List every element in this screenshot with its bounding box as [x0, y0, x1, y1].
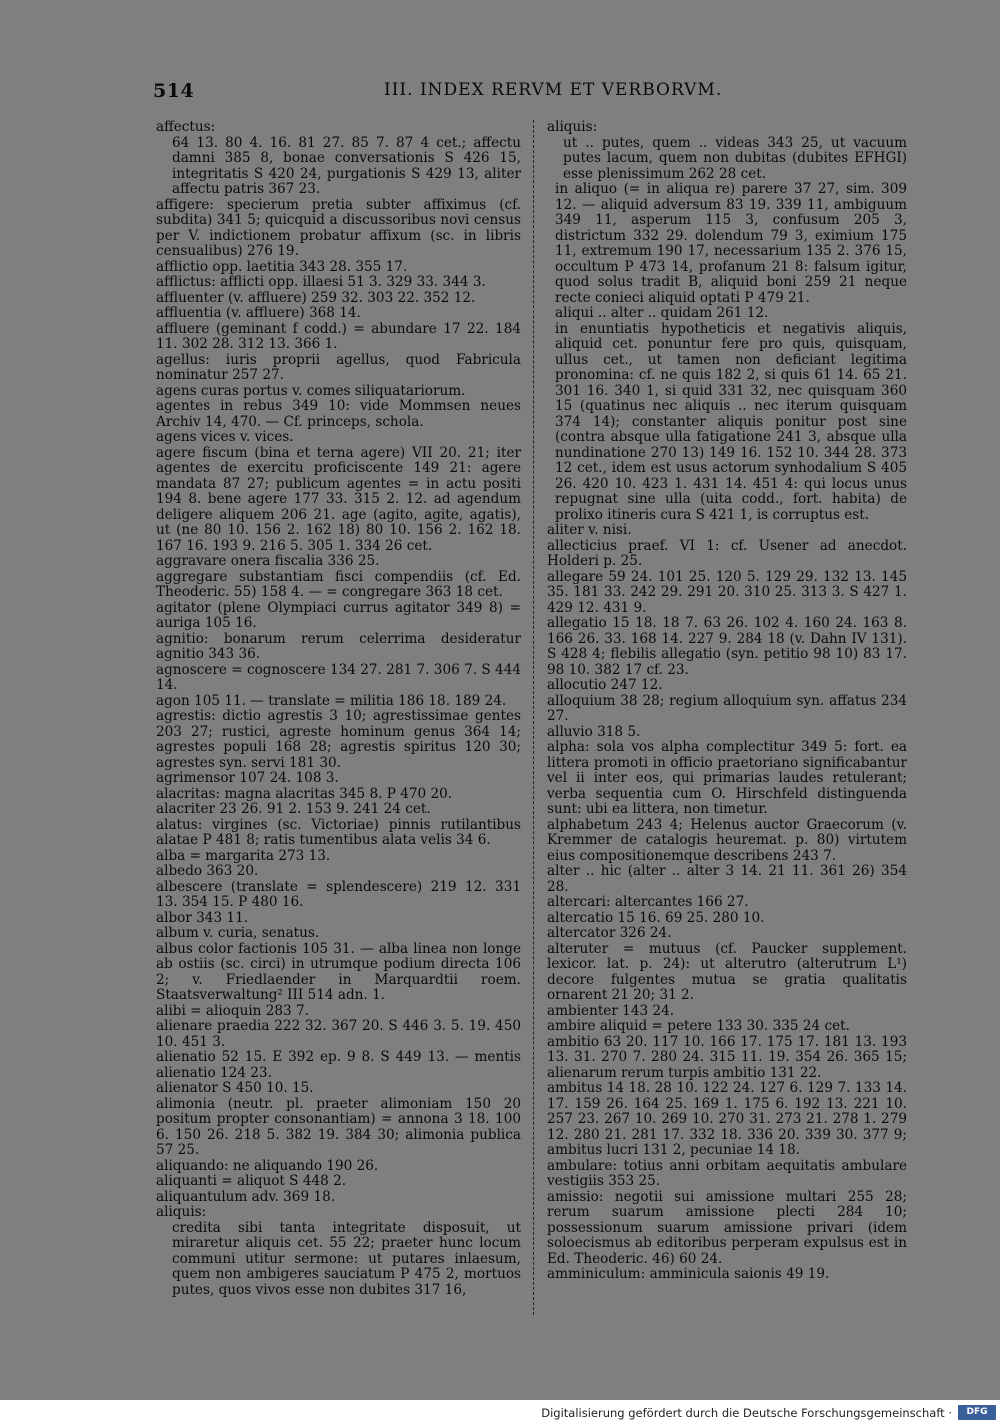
index-entry: albedo 363 20. [156, 863, 259, 879]
column-divider [533, 120, 534, 1315]
index-entry: amminiculum: amminicula saionis 49 19. [547, 1266, 830, 1282]
index-entry: agens vices v. vices. [156, 429, 294, 445]
index-entry: ambienter 143 24. [547, 1002, 675, 1019]
index-entry: alimonia (neutr. pl. praeter alimoniam 150 20 positum propter consonantiam) = annona 3 18. 100 6. 150 26. 218 5. 382 19. 384 30; alimonia publica 57 25. [156, 1095, 521, 1158]
index-entry: afflictus: afflicti opp. illaesi 51 3. 329 33. 344 3. [156, 274, 486, 290]
index-entry: agon 105 11. — translate = militia 186 18. 189 24. [156, 692, 507, 709]
index-entry: allegatio 15 18. 18 7. 63 26. 102 4. 160 24. 163 8. 166 26. 33. 168 14. 227 9. 284 18 (v. Dahn IV 131). S 428 4; flebilis allegatio (syn. petitio 98 10) 83 17. 98 10. 382 17 cf. 23. [547, 615, 907, 678]
index-entry: ambulare: totius anni orbitam aequitatis ambulare vestigiis 353 25. [547, 1157, 907, 1189]
index-entry: agens curas portus v. comes siliquatariorum. [156, 382, 466, 399]
index-entry: altercator 326 24. [547, 925, 672, 941]
index-entry: in enuntiatis hypotheticis et negativis aliquis, aliquid cet. ponuntur fere pro quis, quisquam, ullus cet., ut tamen non deficiant legitima pronomina: cf. ne quis 182 2, si quis 61 14. 65 21. 301 16. 340 1, si quid 331 32, nec quisquam 360 15 (quatinus nec aliquis .. nec iterum quisquam 374 14); constanter aliquis ponitur post sine (contra absque ulla fatigatione 241 3, absque ulla nundinatione 270 13) 149 16. 152 10. 344 28. 373 12 cet., idem est usus actorum synhodalium S 405 26. 420 10. 423 1. 431 14. 451 4: qui locus unus repugnat sine ulla (uita codd., fort. habita) de prolixo itineris cura S 421 1, is corruptus est. [555, 320, 907, 523]
index-entry: alatus: virgines (sc. Victoriae) pinnis rutilantibus alatae P 481 8; ratis tumentibus alata velis 34 6. [156, 816, 521, 848]
index-entry: albus color factionis 105 31. — alba linea non longe ab ostiis (sc. circi) in utrumque podium directa 106 2; v. Friedlaender in Marquardtii roem. Staatsverwaltung² III 514 adn. 1. [156, 940, 521, 1003]
index-entry: agrimensor 107 24. 108 3. [156, 770, 339, 786]
index-entry: alibi = alioquin 283 7. [156, 1002, 309, 1019]
index-entry: allecticius praef. VI 1: cf. Usener ad anecdot. Holderi p. 25. [547, 537, 907, 569]
index-entry: in aliquo (= in aliqua re) parere 37 27, sim. 309 12. — aliquid adversum 83 19. 339 11, ambiguum 349 11, asperum 115 3, confusum 205 3, districtum 332 29. dolendum 79 3, eximium 175 11, extremum 190 17, necessarium 135 2. 376 15, occultum P 473 14, profanum 21 8: falsum igitur, quod solus tradit B, aliquid boni 259 21 neque recte conieci aliquid optati P 479 21. [555, 181, 907, 306]
index-entry: album v. curia, senatus. [156, 925, 320, 941]
index-entry: credita sibi tanta integritate disposuit, ut miraretur aliquis cet. 55 22; praeter hunc locum communi utitur sermone: ut putares inlaesum, quem non ambigeres sauciatum P 475 2, mortuos putes, quos vivos esse non dubites 317 16, [172, 1219, 521, 1298]
index-entry: alienator S 450 10. 15. [156, 1080, 314, 1096]
index-entry: ambitus 14 18. 28 10. 122 24. 127 6. 129 7. 133 14. 17. 159 26. 164 25. 169 1. 175 6. 192 13. 221 10. 257 23. 267 10. 269 10. 270 31. 273 21. 278 1. 279 12. 280 21. 281 17. 332 18. 336 20. 339 30. 377 9; ambitus lucri 131 2, pecuniae 14 18. [547, 1080, 907, 1158]
index-entry: albescere (translate = splendescere) 219 12. 331 13. 354 15. P 480 16. [156, 878, 521, 910]
index-entry: affectus: [156, 119, 216, 135]
index-entry: affluenter (v. affluere) 259 32. 303 22. 352 12. [156, 289, 476, 306]
index-entry: agere fiscum (bina et terna agere) VII 20. 21; iter agentes de exercitu proficiscente 149 21: agere mandata 87 27; publicum agentes = in actu positi 194 8. bene agere 177 33. 315 2. 12. ad agendum deligere aliquem 206 21. age (agito, agite, agatis), ut (ne 80 10. 156 2. 162 18) 80 10. 156 2. 162 18. 167 16. 193 9. 216 5. 305 1. 334 26 cet. [156, 444, 521, 554]
index-entry: affigere: specierum pretia subter affiximus (cf. subdita) 341 5; quicquid a discussoribus novi census per V. indictionem probatur affixum (sc. in libris censualibus) 276 19. [156, 196, 521, 259]
footer-funding-text: Digitalisierung gefördert durch die Deutsche Forschungsgemeinschaft · [541, 1406, 952, 1420]
index-entry: altercari: altercantes 166 27. [547, 894, 749, 910]
index-entry: agentes in rebus 349 10: vide Mommsen neues Archiv 14, 470. — Cf. princeps, schola. [156, 398, 521, 430]
index-entry: aliquis: [547, 119, 598, 135]
index-entry: ambitio 63 20. 117 10. 166 17. 175 17. 181 13. 193 13. 31. 270 7. 280 24. 315 11. 19. 354 26. 365 15; alienarum rerum turpis ambitio 131 22. [547, 1033, 907, 1081]
index-entry: aliter v. nisi. [547, 522, 632, 538]
page-number: 514 [153, 80, 195, 102]
index-entry: alter .. hic (alter .. alter 3 14. 21 11. 361 26) 354 28. [547, 863, 907, 895]
index-entry: agitator (plene Olympiaci currus agitator 349 8) = auriga 105 16. [156, 599, 521, 631]
index-entry: agnoscere = cognoscere 134 27. 281 7. 306 7. S 444 14. [156, 661, 521, 693]
index-entry: aggravare onera fiscalia 336 25. [156, 553, 380, 569]
index-entry: aliquanti = aliquot S 448 2. [156, 1173, 347, 1189]
index-entry: agnitio: bonarum rerum celerrima desideratur agnitio 343 36. [156, 630, 521, 662]
index-entry: affluere (geminant f codd.) = abundare 17 22. 184 11. 302 28. 312 13. 366 1. [156, 320, 521, 352]
index-entry: amissio: negotii sui amissione multari 255 28; rerum suarum amissione plecti 284 10; possessionum suarum amissione privari (idem soloecismus ab editoribus perperam expulsus est in Ed. Theoderic. 46) 60 24. [547, 1188, 907, 1267]
index-entry: agrestis: dictio agrestis 3 10; agrestissimae gentes 203 27; rustici, agreste hominum genus 364 14; agrestes populi 168 28; agrestis spiritus 120 30; agrestes syn. servi 181 30. [156, 708, 521, 771]
dfg-logo: DFG [958, 1405, 996, 1420]
index-entry: afflictio opp. laetitia 343 28. 355 17. [156, 258, 408, 275]
index-entry: alphabetum 243 4; Helenus auctor Graecorum (v. Kremmer de catalogis heuremat. p. 80) virtutem eius compositionemque describens 243 7. [547, 816, 907, 864]
index-entry: alluvio 318 5. [547, 723, 641, 740]
index-entry: alienatio 52 15. E 392 ep. 9 8. S 449 13. — mentis alienatio 124 23. [156, 1049, 521, 1081]
index-entry: allocutio 247 12. [547, 677, 663, 693]
footer [0, 1400, 1000, 1426]
index-entry: aliqui .. alter .. quidam 261 12. [555, 305, 769, 321]
index-entry: alacriter 23 26. 91 2. 153 9. 241 24 cet. [156, 801, 431, 817]
index-entry: affluentia (v. affluere) 368 14. [156, 305, 361, 321]
index-entry: allegare 59 24. 101 25. 120 5. 129 29. 132 13. 145 35. 181 33. 242 29. 291 20. 310 25. 313 3. S 427 1. 429 12. 431 9. [547, 568, 907, 616]
index-entry: altercatio 15 16. 69 25. 280 10. [547, 909, 765, 926]
index-entry: aliquantulum adv. 369 18. [156, 1188, 336, 1205]
index-entry: ut .. putes, quem .. videas 343 25, ut vacuum putes lacum, quem non dubitas (dubites EFHGI) esse plenissimum 262 28 cet. [563, 134, 907, 182]
index-entry: alloquium 38 28; regium alloquium syn. affatus 234 27. [547, 692, 907, 724]
index-entry: aliquis: [156, 1204, 207, 1220]
index-entry: alpha: sola vos alpha complectitur 349 5: fort. ea littera promoti in officio praetoriano significabantur vel ii inter eos, qui primarias laudes retulerant; verba sequentia cum O. Hirschfeld distinguenda sunt: ubi ea littera, non timetur. [547, 739, 907, 817]
index-entry: ambire aliquid = petere 133 30. 335 24 cet. [547, 1018, 850, 1034]
running-title: III. INDEX RERVM ET VERBORVM. [384, 80, 723, 100]
index-entry: alienare praedia 222 32. 367 20. S 446 3. 5. 19. 450 10. 451 3. [156, 1018, 521, 1050]
index-entry: alba = margarita 273 13. [156, 847, 331, 864]
index-entry: albor 343 11. [156, 909, 249, 926]
index-entry: agellus: iuris proprii agellus, quod Fabricula nominatur 257 27. [156, 351, 521, 383]
index-entry: aggregare substantiam fisci compendiis (cf. Ed. Theoderic. 55) 158 4. — = congregare 363 18 cet. [156, 568, 521, 600]
index-entry: alacritas: magna alacritas 345 8. P 470 20. [156, 785, 453, 802]
right-column [547, 120, 907, 1283]
left-column [156, 120, 521, 1298]
index-entry: 64 13. 80 4. 16. 81 27. 85 7. 87 4 cet.; affectu damni 385 8, bonae conversationis S 426 15, integritatis S 420 24, purgationis S 429 13, aliter affectu patris 367 23. [172, 134, 521, 197]
index-entry: aliquando: ne aliquando 190 26. [156, 1157, 379, 1174]
index-entry: alteruter = mutuus (cf. Paucker supplement. lexicor. lat. p. 24): ut alterutro (alterutrum L¹) decore fulgentes mutua se gratia qualitatis ornarent 21 20; 31 2. [547, 940, 907, 1003]
